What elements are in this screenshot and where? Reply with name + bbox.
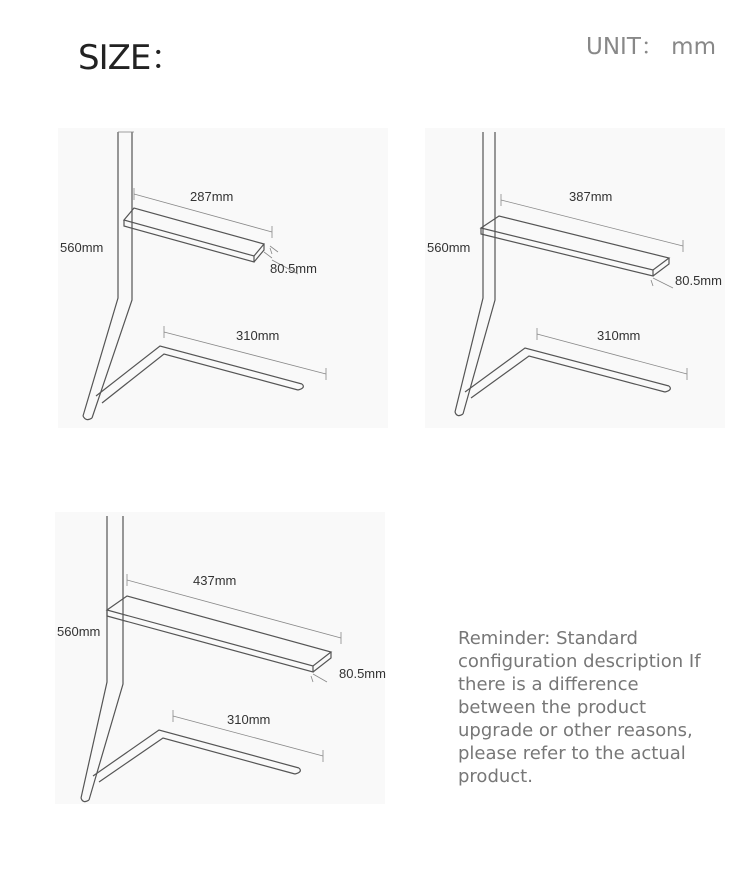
- base-dimension: 310mm: [227, 712, 271, 727]
- base-dimension: 310mm: [597, 328, 641, 343]
- reminder-note: Reminder: Standard configuration description If there is a difference between the product upgrade or other reasons, please refer to the actual product.: [458, 628, 701, 787]
- diagram-panel-3: [55, 512, 385, 804]
- depth-dimension: 80.5mm: [339, 666, 386, 681]
- depth-dimension: 80.5mm: [675, 273, 722, 288]
- diagram-panel-2: [425, 128, 725, 428]
- width-dimension: 387mm: [569, 189, 613, 204]
- unit-label: UNIT： mm: [586, 34, 716, 60]
- stand-drawing-287: [58, 128, 388, 428]
- depth-dimension: 80.5mm: [270, 261, 317, 276]
- diagram-panel-1: [58, 128, 388, 428]
- width-dimension: 287mm: [190, 189, 234, 204]
- height-dimension: 560mm: [427, 240, 471, 255]
- width-dimension: 437mm: [193, 573, 237, 588]
- height-dimension: 560mm: [60, 240, 104, 255]
- stand-drawing-437: [55, 512, 385, 804]
- page-title: SIZE：: [78, 38, 184, 78]
- stand-drawing-387: [425, 128, 725, 428]
- height-dimension: 560mm: [57, 624, 101, 639]
- base-dimension: 310mm: [236, 328, 280, 343]
